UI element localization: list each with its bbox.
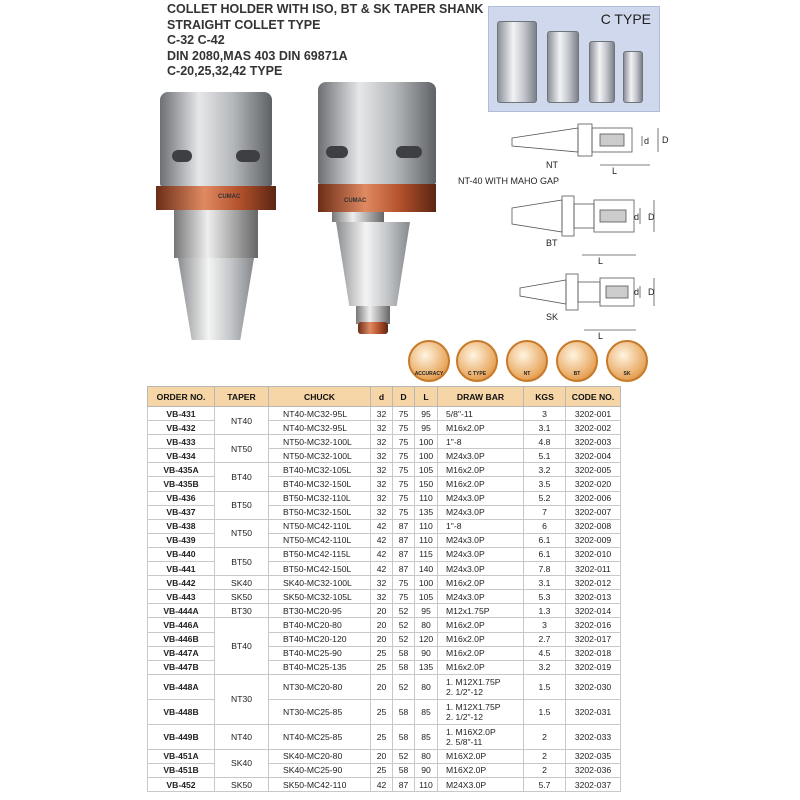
l-cell: 110 [415, 519, 438, 533]
code-no-cell: 3202-010 [566, 547, 621, 561]
kgs-cell: 2.7 [524, 632, 566, 646]
kgs-cell: 5.1 [524, 449, 566, 463]
l-cell: 110 [415, 491, 438, 505]
kgs-cell: 6.1 [524, 547, 566, 561]
order-no-cell: VB-440 [148, 547, 215, 561]
kgs-cell: 6.1 [524, 533, 566, 547]
big-d-cell: 58 [393, 660, 415, 674]
chuck-cell: BT40-MC32-150L [269, 477, 371, 491]
big-d-cell: 87 [393, 562, 415, 576]
taper-cell: BT40 [215, 618, 269, 674]
big-d-cell: 87 [393, 777, 415, 791]
chuck-cell: BT50-MC32-110L [269, 491, 371, 505]
kgs-cell: 4.5 [524, 646, 566, 660]
order-no-cell: VB-436 [148, 491, 215, 505]
spec-table [147, 386, 621, 792]
draw-bar-cell: 1. M12X1.75P 2. 1/2"-12 [438, 674, 524, 699]
table-body [148, 407, 621, 792]
nt-icon-label: NT [523, 371, 531, 377]
kgs-cell: 1.5 [524, 674, 566, 699]
accuracy-icon-label: ACCURACY [414, 371, 444, 377]
d-cell: 32 [371, 491, 393, 505]
chuck-cell: SK50-MC42-110 [269, 777, 371, 791]
draw-bar-cell: M24x3.0P [438, 491, 524, 505]
d-cell: 20 [371, 749, 393, 763]
big-d-cell: 75 [393, 576, 415, 590]
kgs-cell: 7.8 [524, 562, 566, 576]
l-cell: 85 [415, 724, 438, 749]
d-cell: 32 [371, 590, 393, 604]
table-row [148, 435, 621, 449]
code-no-cell: 3202-018 [566, 646, 621, 660]
order-no-cell: VB-435A [148, 463, 215, 477]
kgs-cell: 3.2 [524, 463, 566, 477]
l-cell: 135 [415, 660, 438, 674]
col-header: CHUCK [269, 387, 371, 407]
d-cell: 32 [371, 421, 393, 435]
code-no-cell: 3202-009 [566, 533, 621, 547]
draw-bar-cell: 1"-8 [438, 435, 524, 449]
taper-cell: BT50 [215, 547, 269, 575]
table-header-row [148, 387, 621, 407]
big-d-cell: 75 [393, 407, 415, 421]
col-header: KGS [524, 387, 566, 407]
taper-cell: SK40 [215, 749, 269, 777]
draw-bar-cell: M16X2.0P [438, 763, 524, 777]
big-d-cell: 52 [393, 604, 415, 618]
kgs-cell: 7 [524, 505, 566, 519]
draw-bar-cell: M24x3.0P [438, 505, 524, 519]
big-d-cell: 87 [393, 519, 415, 533]
chuck-cell: NT30-MC20-80 [269, 674, 371, 699]
table-row [148, 463, 621, 477]
d-cell: 42 [371, 547, 393, 561]
c-type-icon [456, 340, 498, 382]
l-cell: 135 [415, 505, 438, 519]
l-cell: 120 [415, 632, 438, 646]
dim-D-label: D [648, 287, 655, 297]
draw-bar-cell: M16x2.0P [438, 646, 524, 660]
sk-drawing [520, 274, 654, 330]
d-cell: 20 [371, 618, 393, 632]
l-cell: 100 [415, 449, 438, 463]
chuck-cell: NT40-MC25-85 [269, 724, 371, 749]
sk-icon [606, 340, 648, 382]
kgs-cell: 5.7 [524, 777, 566, 791]
code-no-cell: 3202-003 [566, 435, 621, 449]
chuck-cell: BT50-MC42-115L [269, 547, 371, 561]
big-d-cell: 58 [393, 724, 415, 749]
code-no-cell: 3202-035 [566, 749, 621, 763]
chuck-cell: NT50-MC32-100L [269, 435, 371, 449]
kgs-cell: 1.5 [524, 699, 566, 724]
order-no-cell: VB-446B [148, 632, 215, 646]
draw-bar-cell: M16x2.0P [438, 660, 524, 674]
col-header: CODE NO. [566, 387, 621, 407]
c-type-icon-label: C TYPE [467, 371, 487, 377]
chuck-cell: SK40-MC20-80 [269, 749, 371, 763]
code-no-cell: 3202-001 [566, 407, 621, 421]
kgs-cell: 3.1 [524, 576, 566, 590]
kgs-cell: 3 [524, 407, 566, 421]
d-cell: 42 [371, 777, 393, 791]
bt-icon-label: BT [573, 371, 581, 377]
brand-mark: CUMAC [344, 198, 367, 204]
big-d-cell: 75 [393, 421, 415, 435]
kgs-cell: 5.2 [524, 491, 566, 505]
dim-d-label: d [634, 287, 640, 297]
d-cell: 32 [371, 477, 393, 491]
table-row [148, 576, 621, 590]
table-row [148, 724, 621, 749]
kgs-cell: 5.3 [524, 590, 566, 604]
d-cell: 25 [371, 646, 393, 660]
l-cell: 80 [415, 674, 438, 699]
col-header: L [415, 387, 438, 407]
l-cell: 100 [415, 576, 438, 590]
d-cell: 25 [371, 699, 393, 724]
chuck-cell: BT40-MC25-90 [269, 646, 371, 660]
big-d-cell: 75 [393, 435, 415, 449]
big-d-cell: 75 [393, 590, 415, 604]
draw-bar-cell: 1. M16X2.0P 2. 5/8"-11 [438, 724, 524, 749]
d-cell: 32 [371, 576, 393, 590]
code-no-cell: 3202-008 [566, 519, 621, 533]
dim-d-label: d [644, 136, 650, 146]
code-no-cell: 3202-037 [566, 777, 621, 791]
big-d-cell: 75 [393, 505, 415, 519]
taper-cell: NT50 [215, 519, 269, 547]
taper-cell: BT50 [215, 491, 269, 519]
l-cell: 110 [415, 777, 438, 791]
dim-L-label: L [612, 166, 618, 176]
draw-bar-cell: M12x1.75P [438, 604, 524, 618]
big-d-cell: 87 [393, 547, 415, 561]
taper-cell: SK50 [215, 590, 269, 604]
table-row [148, 749, 621, 763]
l-cell: 90 [415, 763, 438, 777]
l-cell: 105 [415, 463, 438, 477]
draw-bar-cell: 1. M12X1.75P 2. 1/2"-12 [438, 699, 524, 724]
d-cell: 20 [371, 632, 393, 646]
taper-cell: NT50 [215, 435, 269, 463]
draw-bar-cell: M16x2.0P [438, 477, 524, 491]
header-title: COLLET HOLDER WITH ISO, BT & SK TAPER SHANK [167, 2, 484, 16]
nt-label: NT [546, 160, 558, 170]
l-cell: 105 [415, 590, 438, 604]
order-no-cell: VB-446A [148, 618, 215, 632]
order-no-cell: VB-434 [148, 449, 215, 463]
l-cell: 115 [415, 547, 438, 561]
brand-mark: CUMAC [218, 194, 241, 200]
bt-icon [556, 340, 598, 382]
kgs-cell: 3.2 [524, 660, 566, 674]
chuck-cell: SK50-MC32-105L [269, 590, 371, 604]
l-cell: 80 [415, 618, 438, 632]
dim-D-label: D [662, 135, 669, 145]
order-no-cell: VB-433 [148, 435, 215, 449]
bt-label: BT [546, 238, 558, 248]
code-no-cell: 3202-004 [566, 449, 621, 463]
l-cell: 90 [415, 646, 438, 660]
kgs-cell: 3 [524, 618, 566, 632]
table-row [148, 777, 621, 791]
draw-bar-cell: M16x2.0P [438, 576, 524, 590]
draw-bar-cell: M24x3.0P [438, 562, 524, 576]
d-cell: 25 [371, 660, 393, 674]
order-no-cell: VB-437 [148, 505, 215, 519]
l-cell: 95 [415, 421, 438, 435]
kgs-cell: 2 [524, 763, 566, 777]
taper-cell: NT30 [215, 674, 269, 724]
order-no-cell: VB-443 [148, 590, 215, 604]
taper-cell: BT30 [215, 604, 269, 618]
table-row [148, 618, 621, 632]
draw-bar-cell: M24x3.0P [438, 590, 524, 604]
dim-L-label: L [598, 256, 604, 266]
chuck-cell: BT40-MC20-80 [269, 618, 371, 632]
big-d-cell: 58 [393, 646, 415, 660]
accuracy-icon [408, 340, 450, 382]
taper-cell: SK50 [215, 777, 269, 791]
d-cell: 32 [371, 449, 393, 463]
code-no-cell: 3202-031 [566, 699, 621, 724]
l-cell: 140 [415, 562, 438, 576]
header-sizes: C-32 C-42 [167, 33, 225, 47]
kgs-cell: 1.3 [524, 604, 566, 618]
order-no-cell: VB-444A [148, 604, 215, 618]
code-no-cell: 3202-006 [566, 491, 621, 505]
chuck-cell: NT50-MC42-110L [269, 519, 371, 533]
chuck-cell: NT30-MC25-85 [269, 699, 371, 724]
table-row [148, 547, 621, 561]
nt-drawing [512, 124, 658, 165]
header-standards: DIN 2080,MAS 403 DIN 69871A [167, 48, 348, 63]
big-d-cell: 87 [393, 533, 415, 547]
d-cell: 32 [371, 505, 393, 519]
order-no-cell: VB-435B [148, 477, 215, 491]
draw-bar-cell: 1"-8 [438, 519, 524, 533]
big-d-cell: 75 [393, 463, 415, 477]
chuck-cell: BT30-MC20-95 [269, 604, 371, 618]
d-cell: 25 [371, 763, 393, 777]
draw-bar-cell: M16x2.0P [438, 632, 524, 646]
order-no-cell: VB-438 [148, 519, 215, 533]
chuck-cell: NT50-MC32-100L [269, 449, 371, 463]
order-no-cell: VB-431 [148, 407, 215, 421]
order-no-cell: VB-449B [148, 724, 215, 749]
bt-drawing [512, 196, 654, 255]
table-row [148, 519, 621, 533]
l-cell: 150 [415, 477, 438, 491]
chuck-cell: BT40-MC20-120 [269, 632, 371, 646]
code-no-cell: 3202-005 [566, 463, 621, 477]
chuck-cell: NT40-MC32-95L [269, 421, 371, 435]
l-cell: 110 [415, 533, 438, 547]
d-cell: 20 [371, 604, 393, 618]
draw-bar-cell: M16X2.0P [438, 749, 524, 763]
order-no-cell: VB-448A [148, 674, 215, 699]
d-cell: 32 [371, 407, 393, 421]
draw-bar-cell: M16x2.0P [438, 618, 524, 632]
l-cell: 95 [415, 604, 438, 618]
big-d-cell: 52 [393, 674, 415, 699]
order-no-cell: VB-448B [148, 699, 215, 724]
taper-cell: NT40 [215, 407, 269, 435]
code-no-cell: 3202-020 [566, 477, 621, 491]
code-no-cell: 3202-012 [566, 576, 621, 590]
d-cell: 42 [371, 562, 393, 576]
draw-bar-cell: M16x2.0P [438, 463, 524, 477]
chuck-cell: SK40-MC25-90 [269, 763, 371, 777]
code-no-cell: 3202-033 [566, 724, 621, 749]
table-row [148, 491, 621, 505]
draw-bar-cell: M24x3.0P [438, 547, 524, 561]
code-no-cell: 3202-014 [566, 604, 621, 618]
sk-icon-label: SK [623, 371, 631, 377]
table-row [148, 674, 621, 699]
l-cell: 100 [415, 435, 438, 449]
kgs-cell: 3.1 [524, 421, 566, 435]
chuck-cell: SK40-MC32-100L [269, 576, 371, 590]
d-cell: 25 [371, 724, 393, 749]
chuck-cell: BT40-MC32-105L [269, 463, 371, 477]
order-no-cell: VB-447A [148, 646, 215, 660]
kgs-cell: 2 [524, 724, 566, 749]
taper-cell: NT40 [215, 724, 269, 749]
nt-icon [506, 340, 548, 382]
order-no-cell: VB-441 [148, 562, 215, 576]
code-no-cell: 3202-017 [566, 632, 621, 646]
chuck-cell: BT40-MC25-135 [269, 660, 371, 674]
nt-caption: NT-40 WITH MAHO GAP [458, 176, 560, 186]
kgs-cell: 6 [524, 519, 566, 533]
d-cell: 42 [371, 533, 393, 547]
col-header: TAPER [215, 387, 269, 407]
draw-bar-cell: M24X3.0P [438, 777, 524, 791]
kgs-cell: 4.8 [524, 435, 566, 449]
code-no-cell: 3202-013 [566, 590, 621, 604]
dim-d-label: d [634, 212, 640, 222]
chuck-cell: BT50-MC42-150L [269, 562, 371, 576]
big-d-cell: 75 [393, 449, 415, 463]
kgs-cell: 3.5 [524, 477, 566, 491]
col-header: ORDER NO. [148, 387, 215, 407]
taper-cell: BT40 [215, 463, 269, 491]
chuck-cell: NT50-MC42-110L [269, 533, 371, 547]
d-cell: 20 [371, 674, 393, 699]
order-no-cell: VB-451B [148, 763, 215, 777]
code-no-cell: 3202-036 [566, 763, 621, 777]
code-no-cell: 3202-016 [566, 618, 621, 632]
order-no-cell: VB-439 [148, 533, 215, 547]
header-types: C-20,25,32,42 TYPE [167, 64, 283, 78]
table-row [148, 407, 621, 421]
code-no-cell: 3202-002 [566, 421, 621, 435]
dim-L-label: L [598, 331, 604, 341]
d-cell: 32 [371, 463, 393, 477]
l-cell: 80 [415, 749, 438, 763]
l-cell: 95 [415, 407, 438, 421]
dim-D-label: D [648, 212, 655, 222]
order-no-cell: VB-452 [148, 777, 215, 791]
table-row [148, 604, 621, 618]
order-no-cell: VB-442 [148, 576, 215, 590]
d-cell: 42 [371, 519, 393, 533]
sk-label: SK [546, 312, 559, 322]
big-d-cell: 52 [393, 618, 415, 632]
draw-bar-cell: M24x3.0P [438, 533, 524, 547]
big-d-cell: 75 [393, 477, 415, 491]
col-header: d [371, 387, 393, 407]
draw-bar-cell: M16x2.0P [438, 421, 524, 435]
order-no-cell: VB-432 [148, 421, 215, 435]
taper-cell: SK40 [215, 576, 269, 590]
code-no-cell: 3202-011 [566, 562, 621, 576]
draw-bar-cell: 5/8"-11 [438, 407, 524, 421]
table-row [148, 590, 621, 604]
big-d-cell: 75 [393, 491, 415, 505]
code-no-cell: 3202-019 [566, 660, 621, 674]
order-no-cell: VB-447B [148, 660, 215, 674]
kgs-cell: 2 [524, 749, 566, 763]
header-subtitle: STRAIGHT COLLET TYPE [167, 17, 321, 32]
col-header: DRAW BAR [438, 387, 524, 407]
code-no-cell: 3202-007 [566, 505, 621, 519]
chuck-cell: BT50-MC32-150L [269, 505, 371, 519]
d-cell: 32 [371, 435, 393, 449]
code-no-cell: 3202-030 [566, 674, 621, 699]
chuck-cell: NT40-MC32-95L [269, 407, 371, 421]
draw-bar-cell: M24x3.0P [438, 449, 524, 463]
order-no-cell: VB-451A [148, 749, 215, 763]
l-cell: 85 [415, 699, 438, 724]
big-d-cell: 52 [393, 632, 415, 646]
big-d-cell: 58 [393, 699, 415, 724]
big-d-cell: 52 [393, 749, 415, 763]
big-d-cell: 58 [393, 763, 415, 777]
col-header: D [393, 387, 415, 407]
c-type-label: C TYPE [600, 11, 651, 27]
